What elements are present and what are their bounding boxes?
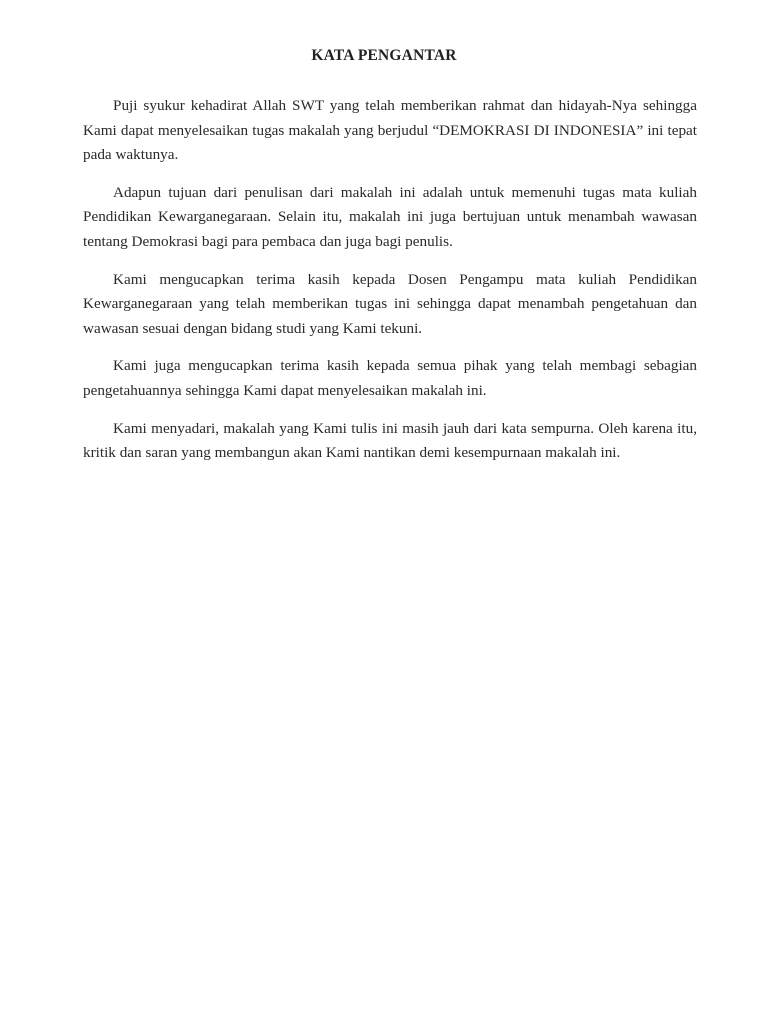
paragraph-3: Kami mengucapkan terima kasih kepada Dosen Pengampu mata kuliah Pendidikan Kewarganegaraan yang telah memberikan tugas ini sehingga dapat menambah pengetahuan dan wawasan sesuai dengan bidang studi yang Kami tekuni. [83, 270, 697, 337]
page-title: KATA PENGANTAR [311, 47, 457, 64]
paragraph-1: Puji syukur kehadirat Allah SWT yang telah memberikan rahmat dan hidayah-Nya sehingga Kami dapat menyelesaikan tugas makalah yang berjudul “DEMOKRASI DI INDONESIA” ini tepat pada waktunya. [83, 97, 697, 164]
document-body [83, 94, 697, 479]
paragraph-4: Kami juga mengucapkan terima kasih kepada semua pihak yang telah membagi sebagian pengetahuannya sehingga Kami dapat menyelesaikan makalah ini. [83, 357, 697, 399]
paragraph-5: Kami menyadari, makalah yang Kami tulis ini masih jauh dari kata sempurna. Oleh karena itu, kritik dan saran yang membangun akan Kami nantikan demi kesempurnaan makalah ini. [83, 419, 697, 462]
paragraph-2: Adapun tujuan dari penulisan dari makalah ini adalah untuk memenuhi tugas mata kuliah Pendidikan Kewarganegaraan. Selain itu, makalah ini juga bertujuan untuk menambah wawasan tentang Demokrasi bagi para pembaca dan juga bagi penulis. [83, 183, 697, 250]
